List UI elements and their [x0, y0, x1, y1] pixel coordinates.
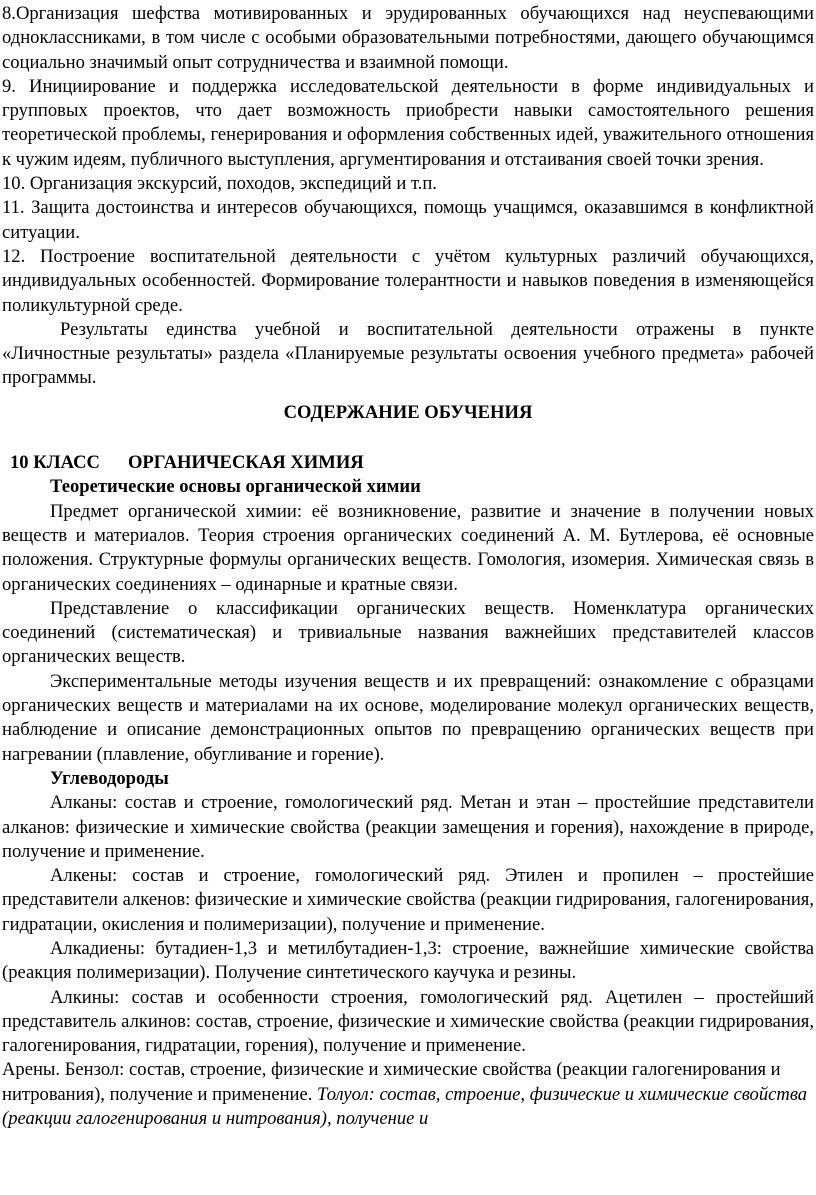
- toluene-text: Толуол: состав, строение, физические и химические свойства (реакции галогенирования и нитрования), получение и: [2, 1083, 808, 1130]
- alkynes-paragraph: Алкины: состав и особенности строения, гомологический ряд. Ацетилен – простейший представитель алкинов: состав, строение, физические и химические свойства (реакции гидрирования, галогенирования, гидратации, горения), получение и применение.: [2, 986, 814, 1057]
- theory-paragraph: Экспериментальные методы изучения веществ и их превращений: ознакомление с образцами органических веществ и материалами на их основе, моделирование молекул органических веществ, наблюдение и описание демонстрационных опытов по превращению органических веществ при нагревании (плавление, обугливание и горение).: [2, 670, 814, 765]
- section-title: СОДЕРЖАНИЕ ОБУЧЕНИЯ: [283, 401, 533, 423]
- alkenes-paragraph: Алкены: состав и строение, гомологический ряд. Этилен и пропилен – простейшие представители алкенов: физические и химические свойства (реакции гидрирования, галогенирования, гидратации, окисления и полимеризации), получение и применение.: [2, 865, 814, 935]
- results-paragraph: Результаты единства учебной и воспитательной деятельности отражены в пункте «Личностные результаты» раздела «Планируемые результаты освоения учебного предмета» рабочей программы.: [2, 318, 814, 389]
- alkadienes-paragraph: Алкадиены: бутадиен-1,3 и метилбутадиен-1,3: строение, важнейшие химические свойства (реакция полимеризации). Получение синтетического каучука и резины.: [2, 937, 814, 984]
- class-heading: [10, 451, 814, 475]
- hydrocarbons-title: Углеводороды: [50, 767, 169, 789]
- theory-paragraph: Представление о классификации органических веществ. Номенклатура органических соединений (систематическая) и тривиальные названия важнейших представителей классов органических веществ.: [2, 597, 814, 668]
- arenes-paragraph: [2, 1058, 814, 1131]
- list-item-8: 8.Организация шефства мотивированных и эрудированных обучающихся над неуспевающими одноклассниками, в том числе с особыми образовательными потребностями, дающего обучающимся социально значимый опыт сотрудничества и взаимной помощи.: [2, 3, 814, 73]
- theory-title: Теоретические основы органической химии: [50, 476, 421, 498]
- list-item-11: 11. Защита достоинства и интересов обучающихся, помощь учащимся, оказавшимся в конфликтной ситуации.: [2, 197, 814, 243]
- theory-paragraph: Предмет органической химии: её возникновение, развитие и значение в получении новых веществ и материалов. Теория строения органических соединений А. М. Бутлерова, её основные положения. Структурные формулы органических веществ. Гомология, изомерия. Химическая связь в органических соединениях – одинарные и кратные связи.: [2, 500, 814, 595]
- grade-label: 10 КЛАСС: [10, 452, 100, 474]
- list-item-9: 9. Инициирование и поддержка исследовательской деятельности в форме индивидуальных и групповых проектов, что дает возможность приобрести навыки самостоятельного решения теоретической проблемы, генерирования и оформления собственных идей, уважительного отношения к чужим идеям, публичного выступления, аргументирования и отстаивания своей точки зрения.: [2, 75, 814, 170]
- list-item-10: 10. Организация экскурсий, походов, экспедиций и т.п.: [2, 173, 437, 195]
- alkanes-paragraph: Алканы: состав и строение, гомологический ряд. Метан и этан – простейшие представители алканов: физические и химические свойства (реакции замещения и горения), нахождение в природе, получение и применение.: [2, 792, 814, 862]
- list-item-12: 12. Построение воспитательной деятельности с учётом культурных различий обучающихся, индивидуальных особенностей. Формирование толерантности и навыков поведения в изменяющейся поликультурной среде.: [2, 245, 814, 316]
- arenes-text: Арены. Бензол: состав, строение, физические и химические свойства (реакции галогенирования и нитрования), получение и применение.: [2, 1059, 781, 1105]
- subject-label: ОРГАНИЧЕСКАЯ ХИМИЯ: [127, 452, 364, 474]
